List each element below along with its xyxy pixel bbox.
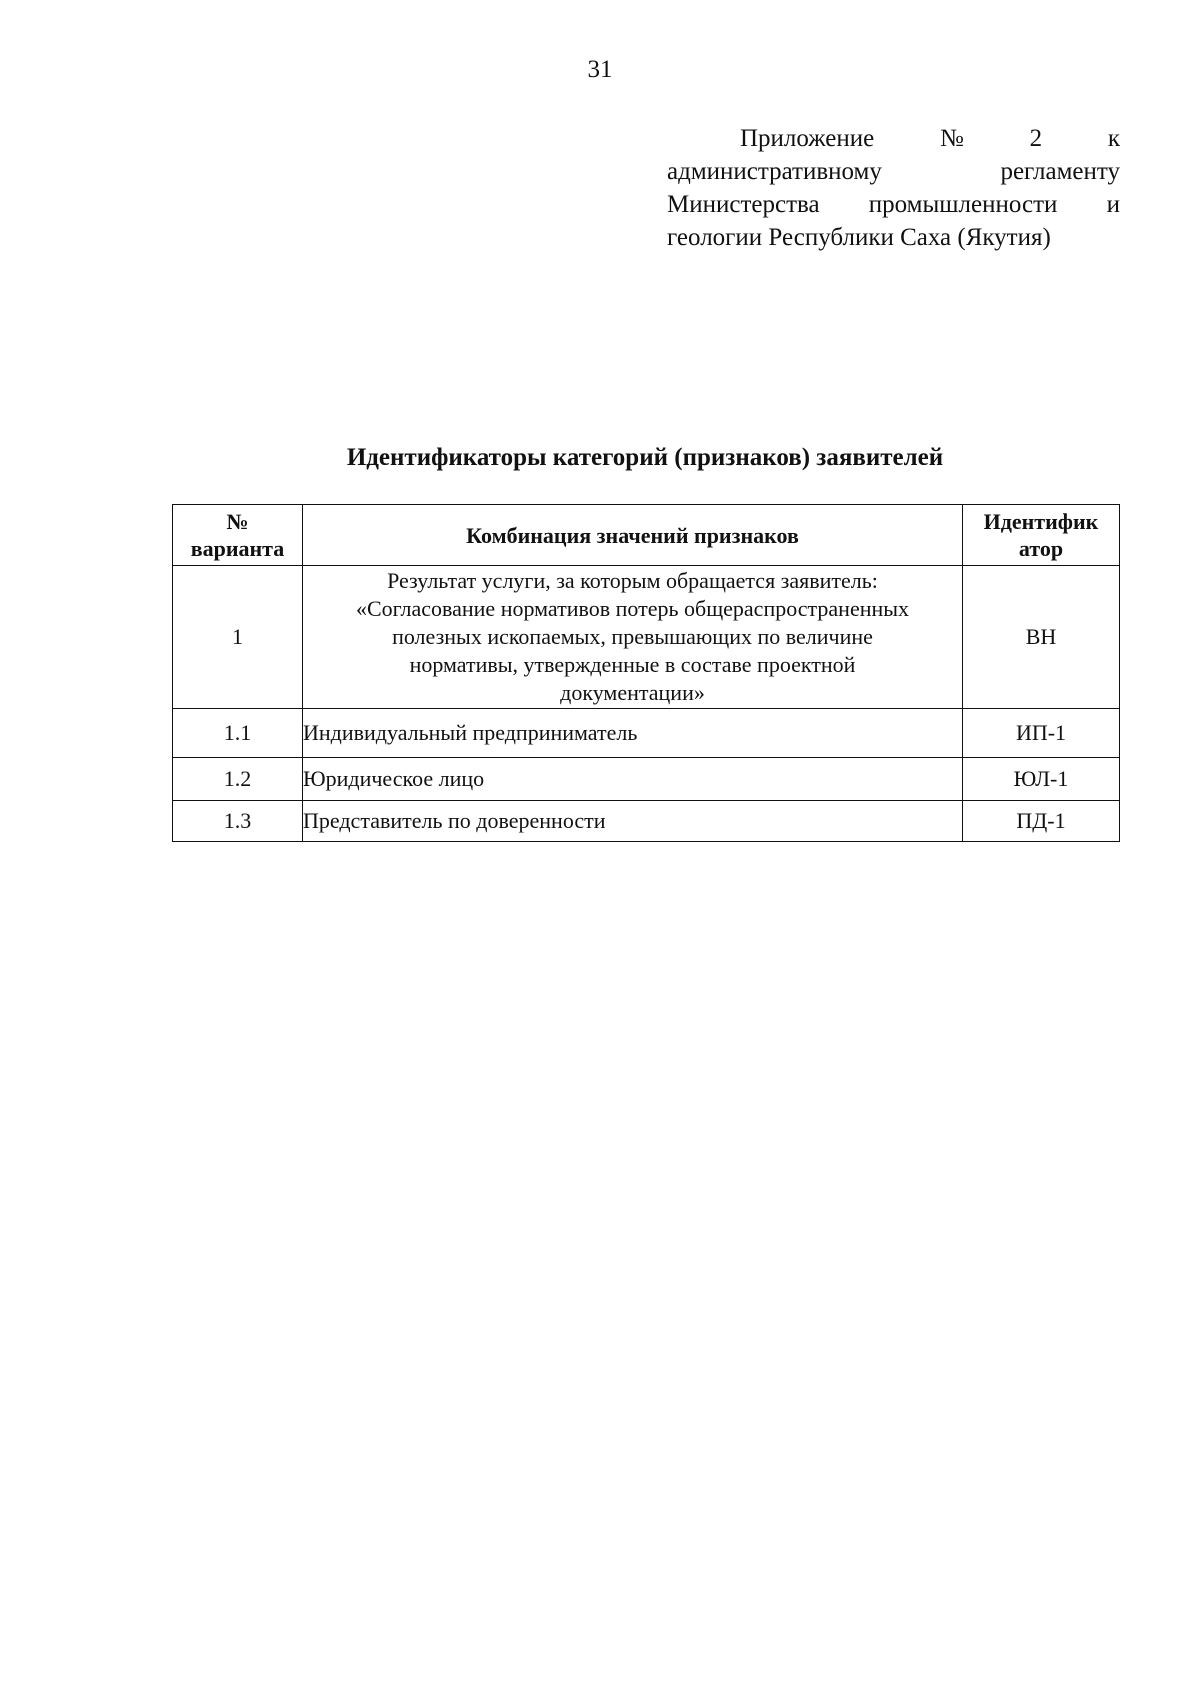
appendix-word: Министерства [667, 191, 820, 218]
identifiers-table [172, 504, 1120, 842]
cell-combination: Представитель по доверенности [303, 801, 963, 842]
appendix-word: промышленности [868, 191, 1058, 218]
cell-identifier: ИП-1 [963, 709, 1120, 758]
header-combination: Комбинация значений признаков [303, 505, 963, 566]
appendix-line-4: геологии Республики Саха (Якутия) [667, 224, 1051, 251]
cell-combination: Индивидуальный предприниматель [303, 709, 963, 758]
header-line: атор [1018, 536, 1064, 561]
cell-variant-number: 1.1 [173, 709, 303, 758]
cell-variant-number: 1 [173, 566, 303, 709]
table-row [173, 566, 1120, 709]
header-identifier [963, 505, 1120, 566]
appendix-word: регламенту [1000, 158, 1120, 185]
combination-line: «Согласование нормативов потерь общераспространенных [355, 596, 910, 621]
appendix-word: Приложение [740, 125, 875, 152]
combination-line: документации» [560, 680, 705, 705]
appendix-word: 2 [1029, 125, 1043, 152]
header-line: Идентифик [983, 509, 1099, 534]
page-number: 31 [587, 56, 613, 83]
appendix-word: к [1107, 125, 1120, 152]
table-row [173, 801, 1120, 842]
combination-line: нормативы, утвержденные в составе проектной [409, 652, 856, 677]
appendix-line-3 [667, 188, 1120, 221]
table-row [173, 709, 1120, 758]
cell-combination [303, 566, 963, 709]
cell-identifier: ВН [963, 566, 1120, 709]
table-header-row [173, 505, 1120, 566]
header-line: № [226, 509, 249, 534]
combination-line: Результат услуги, за которым обращается заявитель: [387, 568, 878, 593]
cell-variant-number: 1.2 [173, 758, 303, 801]
cell-identifier: ПД-1 [963, 801, 1120, 842]
appendix-line-2 [667, 155, 1120, 188]
cell-combination: Юридическое лицо [303, 758, 963, 801]
appendix-word: административному [667, 158, 882, 185]
appendix-word: № [939, 125, 964, 152]
combination-line: полезных ископаемых, превышающих по величине [392, 624, 873, 649]
cell-identifier: ЮЛ-1 [963, 758, 1120, 801]
appendix-word: и [1106, 191, 1120, 218]
appendix-line-1 [667, 122, 1120, 155]
appendix-note [667, 122, 1120, 254]
cell-variant-number: 1.3 [173, 801, 303, 842]
table-row [173, 758, 1120, 801]
header-line: варианта [190, 536, 285, 561]
document-title: Идентификаторы категорий (признаков) заявителей [346, 444, 944, 471]
header-variant-number [173, 505, 303, 566]
